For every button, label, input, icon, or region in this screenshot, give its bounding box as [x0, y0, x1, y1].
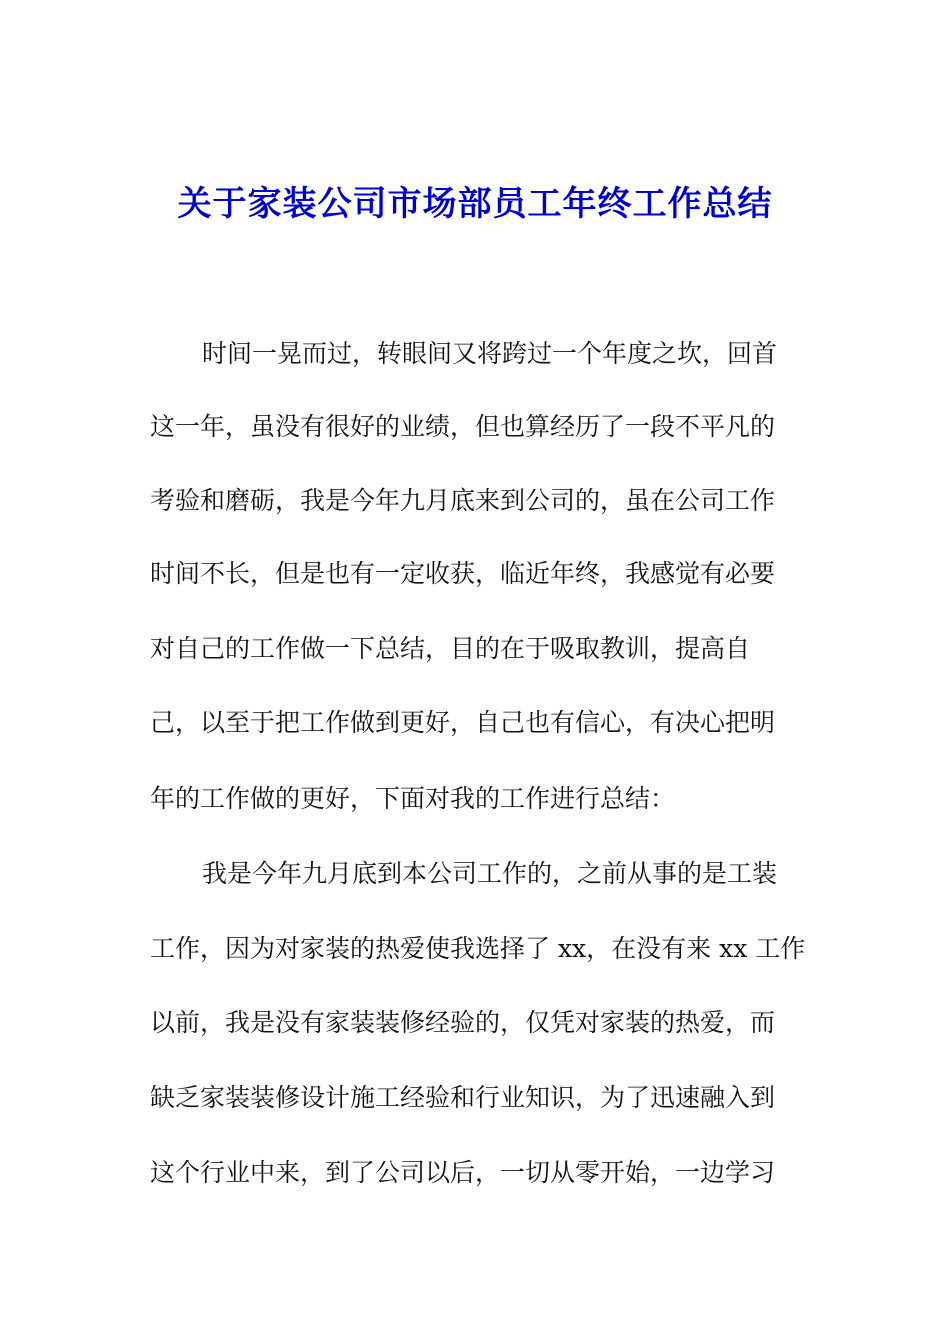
paragraph-1-line-5: 对自己的工作做一下总结，目的在于吸取教训，提高自	[150, 634, 751, 663]
paragraph-1-line-4: 时间不长，但是也有一定收获，临近年终，我感觉有必要	[150, 559, 776, 588]
paragraph-1-line-2: 这一年，虽没有很好的业绩，但也算经历了一段不平凡的	[150, 412, 776, 441]
paragraph-2-line-3: 以前，我是没有家装装修经验的，仅凭对家装的热爱，而	[150, 1008, 776, 1037]
paragraph-1-line-3: 考验和磨砺，我是今年九月底来到公司的，虽在公司工作	[150, 486, 776, 515]
paragraph-2-line-4: 缺乏家装装修设计施工经验和行业知识，为了迅速融入到	[150, 1083, 776, 1112]
document-title: 关于家装公司市场部员工年终工作总结	[177, 184, 773, 224]
paragraph-2-line-1: 我是今年九月底到本公司工作的，之前从事的是工装	[202, 859, 778, 888]
paragraph-1-line-1: 时间一晃而过，转眼间又将跨过一个年度之坎，回首	[202, 339, 778, 368]
paragraph-1-line-6: 己，以至于把工作做到更好，自己也有信心，有决心把明	[150, 708, 776, 737]
paragraph-1-line-7: 年的工作做的更好，下面对我的工作进行总结：	[150, 784, 676, 813]
paragraph-2-line-5: 这个行业中来，到了公司以后，一切从零开始，一边学习	[150, 1158, 776, 1187]
paragraph-2-line-2: 工作，因为对家装的热爱使我选择了 xx，在没有来 xx 工作	[150, 934, 806, 963]
